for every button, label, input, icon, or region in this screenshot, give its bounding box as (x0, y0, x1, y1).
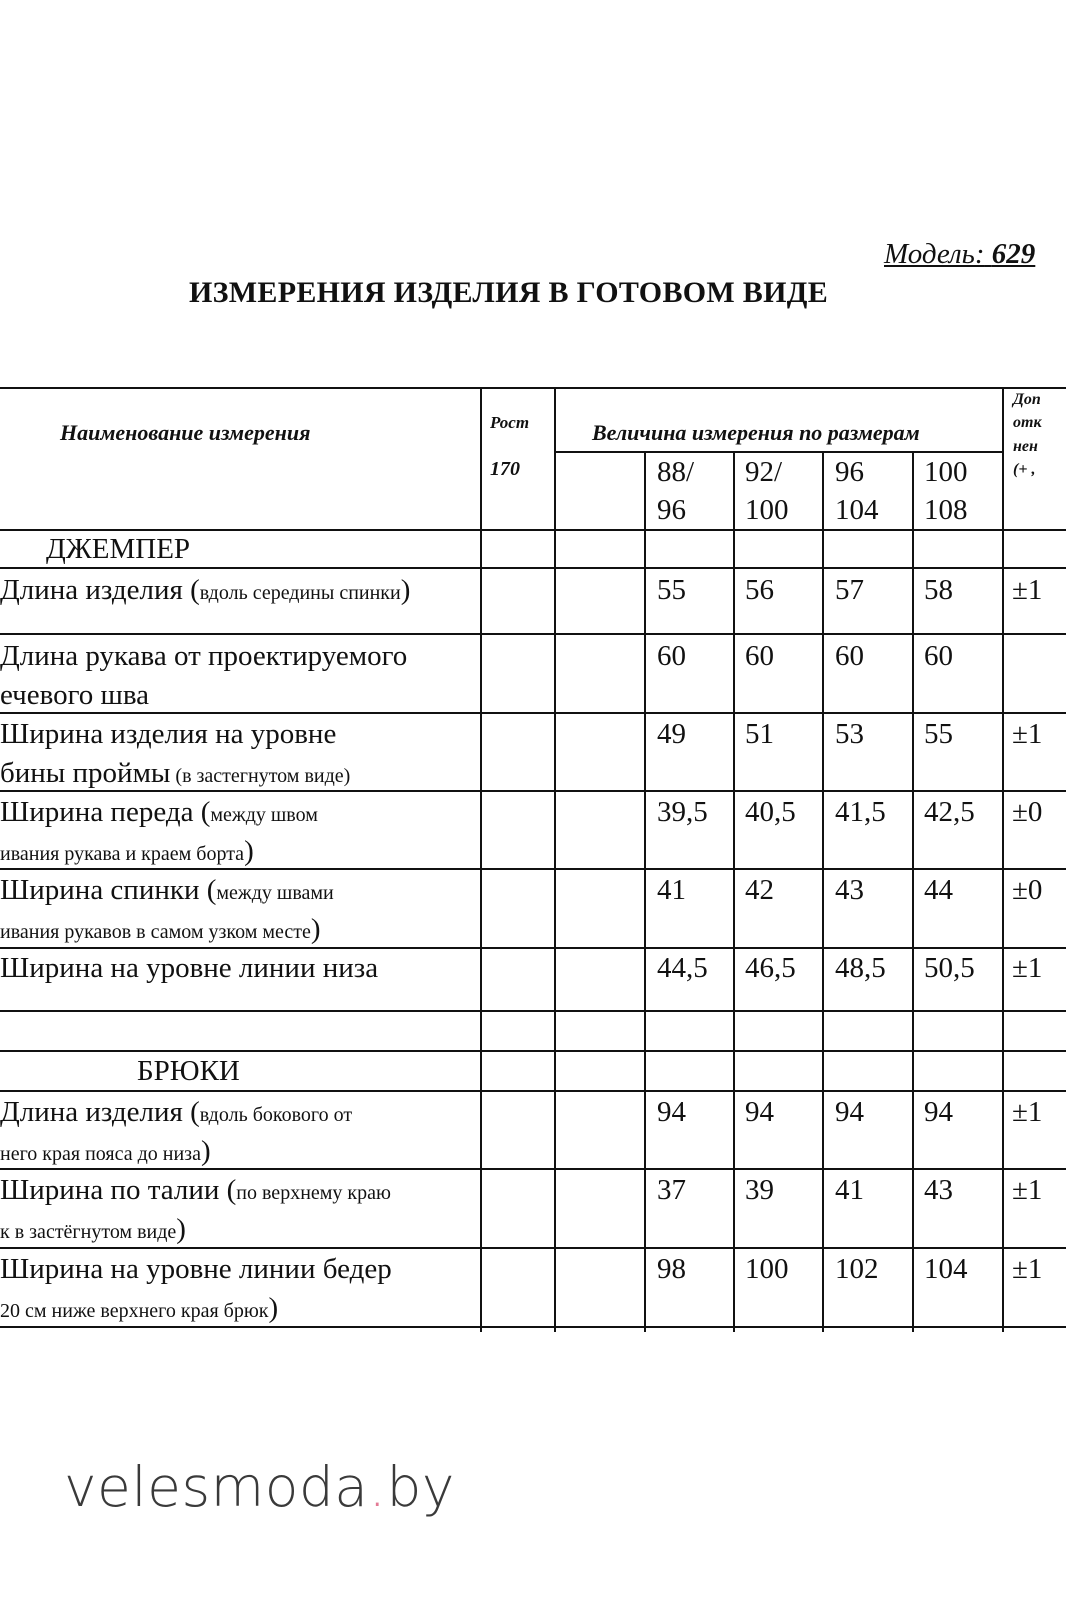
size-header: 108 (924, 494, 968, 526)
header-name: Наименование измерения (60, 420, 311, 445)
table-border (0, 1090, 1066, 1092)
value-cell: 94 (835, 1096, 864, 1128)
tolerance-cell: ±1 (1012, 1174, 1043, 1206)
value-cell: 60 (924, 640, 953, 672)
table-border (555, 451, 1004, 453)
row-name-line1: Длина изделия (вдоль середины спинки) (0, 574, 411, 606)
row-name-line1: Длина рукава от проектируемого (0, 640, 408, 672)
row-name-line2: него края пояса до низа) (0, 1135, 211, 1167)
table-border (0, 529, 1066, 531)
value-cell: 49 (657, 718, 686, 750)
tolerance-cell: ±1 (1012, 574, 1043, 606)
page-title: ИЗМЕРЕНИЯ ИЗДЕЛИЯ В ГОТОВОМ ВИДЕ (189, 276, 828, 309)
value-cell: 40,5 (745, 796, 796, 828)
row-name-line1: Ширина изделия на уровне (0, 718, 337, 750)
table-border (822, 451, 824, 1332)
table-border (644, 451, 646, 1332)
value-cell: 57 (835, 574, 864, 606)
header-sizes: Величина измерения по размерам (592, 420, 920, 445)
table-border (0, 790, 1066, 792)
row-name-line2: ечевого шва (0, 679, 150, 711)
size-header: 96 (835, 456, 864, 488)
value-cell: 41,5 (835, 796, 886, 828)
section-title-jumper: ДЖЕМПЕР (46, 533, 191, 565)
row-name-line1: Ширина переда (между швом (0, 796, 318, 828)
table-border (0, 1247, 1066, 1249)
value-cell: 37 (657, 1174, 686, 1206)
value-cell: 42 (745, 874, 774, 906)
value-cell: 60 (657, 640, 686, 672)
value-cell: 46,5 (745, 952, 796, 984)
table-border (480, 387, 482, 1332)
tolerance-cell: ±0 (1012, 796, 1043, 828)
value-cell: 104 (924, 1253, 968, 1285)
table-border (0, 567, 1066, 569)
table-border (0, 633, 1066, 635)
table-border (0, 868, 1066, 870)
value-cell: 44,5 (657, 952, 708, 984)
size-header: 92/ (745, 456, 783, 488)
header-height-label: Рост (490, 413, 530, 432)
value-cell: 94 (924, 1096, 953, 1128)
value-cell: 39,5 (657, 796, 708, 828)
value-cell: 94 (657, 1096, 686, 1128)
row-name-line2: ивания рукава и краем борта) (0, 835, 254, 867)
watermark: velesmoda.by (64, 1455, 455, 1519)
header-height-value: 170 (490, 458, 520, 480)
tolerance-cell: ±0 (1012, 874, 1043, 906)
table-border (0, 947, 1066, 949)
value-cell: 53 (835, 718, 864, 750)
row-name-line1: Длина изделия (вдоль бокового от (0, 1096, 353, 1128)
row-name-line2: 20 см ниже верхнего края брюк) (0, 1292, 279, 1324)
row-name-line1: Ширина на уровне линии низа (0, 952, 379, 984)
header-tolerance-3: нен (1013, 438, 1038, 455)
size-header: 100 (924, 456, 968, 488)
model-label: Модель: 629 (884, 238, 1036, 270)
value-cell: 42,5 (924, 796, 975, 828)
value-cell: 55 (657, 574, 686, 606)
size-header: 104 (835, 494, 879, 526)
value-cell: 102 (835, 1253, 879, 1285)
row-name-line1: Ширина спинки (между швами (0, 874, 334, 906)
row-name-line2: к в застёгнутом виде) (0, 1213, 186, 1245)
row-name-line2: бины проймы (в застегнутом виде) (0, 757, 351, 789)
tolerance-cell: ±1 (1012, 1096, 1043, 1128)
value-cell: 43 (924, 1174, 953, 1206)
value-cell: 55 (924, 718, 953, 750)
value-cell: 94 (745, 1096, 774, 1128)
table-border (0, 1326, 1066, 1328)
tolerance-cell: ±1 (1012, 1253, 1043, 1285)
row-name-line2: ивания рукавов в самом узком месте) (0, 913, 321, 945)
value-cell: 60 (745, 640, 774, 672)
table-border (1002, 387, 1004, 1332)
table-border (554, 387, 556, 1332)
section-title-trousers: БРЮКИ (137, 1055, 240, 1087)
tolerance-cell: ±1 (1012, 718, 1043, 750)
table-border (0, 1050, 1066, 1052)
table-border (0, 387, 1066, 389)
value-cell: 48,5 (835, 952, 886, 984)
row-name-line1: Ширина по талии (по верхнему краю (0, 1174, 391, 1206)
table-border (912, 451, 914, 1332)
value-cell: 100 (745, 1253, 789, 1285)
value-cell: 43 (835, 874, 864, 906)
table-border (0, 712, 1066, 714)
header-tolerance-4: (+ , (1013, 461, 1036, 478)
value-cell: 50,5 (924, 952, 975, 984)
header-tolerance-1: Доп (1013, 391, 1041, 408)
value-cell: 51 (745, 718, 774, 750)
value-cell: 44 (924, 874, 953, 906)
value-cell: 58 (924, 574, 953, 606)
size-header: 88/ (657, 456, 695, 488)
value-cell: 41 (835, 1174, 864, 1206)
table-border (733, 451, 735, 1332)
value-cell: 60 (835, 640, 864, 672)
value-cell: 98 (657, 1253, 686, 1285)
size-header: 96 (657, 494, 686, 526)
value-cell: 56 (745, 574, 774, 606)
size-header: 100 (745, 494, 789, 526)
value-cell: 39 (745, 1174, 774, 1206)
tolerance-cell: ±1 (1012, 952, 1043, 984)
row-name-line1: Ширина на уровне линии бедер (0, 1253, 392, 1285)
header-tolerance-2: отк (1013, 414, 1042, 431)
table-border (0, 1010, 1066, 1012)
value-cell: 41 (657, 874, 686, 906)
table-border (0, 1168, 1066, 1170)
